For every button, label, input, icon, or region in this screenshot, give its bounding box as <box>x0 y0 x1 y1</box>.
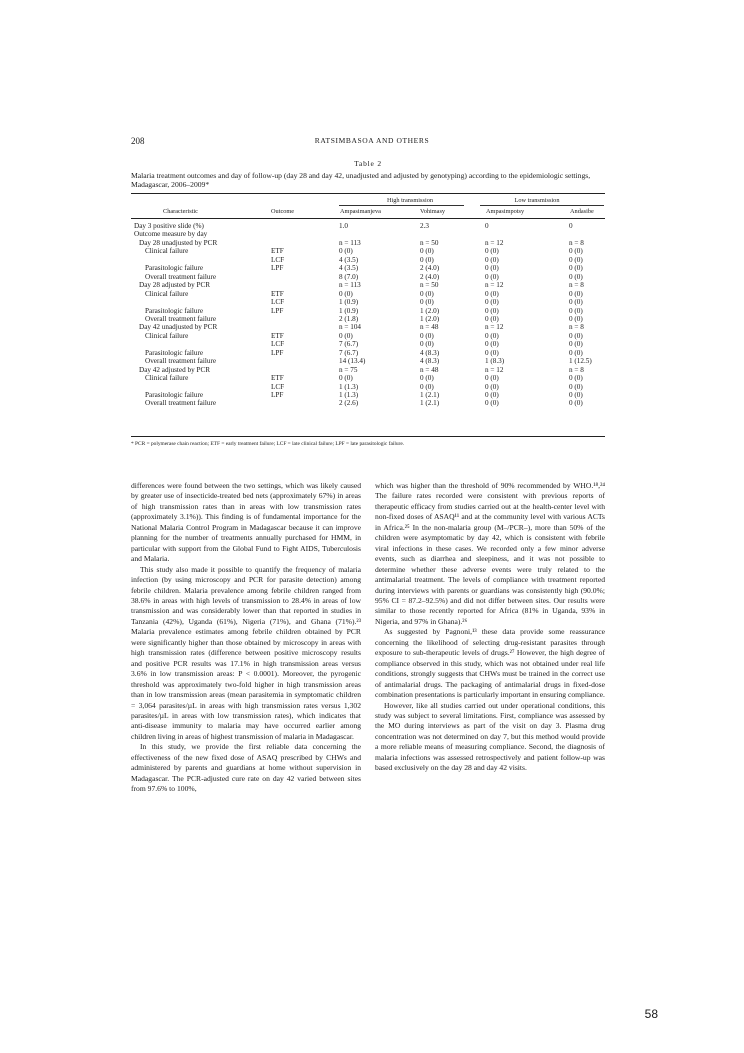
cell-outcome: LCF <box>271 298 285 307</box>
cell-outcome: LPF <box>271 391 284 399</box>
cell-andasibe: 0 (0) <box>569 272 583 281</box>
cell-outcome: ETF <box>271 331 284 340</box>
cell-ampasimanjeva: 0 (0) <box>339 247 353 256</box>
cell-vohimasy: 0 (0) <box>420 255 434 264</box>
sheet-number: 58 <box>644 1007 658 1021</box>
table-row <box>131 256 605 264</box>
cell-ampasimanjeva: 4 (3.5) <box>339 255 359 264</box>
cell-vohimasy: 0 (0) <box>420 340 434 349</box>
cell-vohimasy: 2 (4.0) <box>420 264 440 273</box>
cell-ampasimpotsy: 0 (0) <box>485 306 499 315</box>
col-header-outcome: Outcome <box>271 208 295 215</box>
cell-vohimasy: 2.3 <box>420 222 429 230</box>
cell-andasibe: 0 <box>569 222 573 230</box>
cell-ampasimpotsy: 0 (0) <box>485 399 499 408</box>
cell-characteristic: Overall treatment failure <box>145 399 217 408</box>
cell-characteristic: Parasitologic failure <box>145 348 204 357</box>
table-row <box>131 298 605 306</box>
cell-andasibe: 0 (0) <box>569 399 583 408</box>
table-row <box>131 307 605 315</box>
table-row <box>131 247 605 255</box>
cell-ampasimpotsy: 0 (0) <box>485 298 499 307</box>
cell-ampasimanjeva: n = 75 <box>339 365 358 374</box>
cell-outcome: ETF <box>271 374 284 383</box>
cell-characteristic: Overall treatment failure <box>145 357 217 366</box>
body-paragraph: differences were found between the two settings, which was likely caused by greater use of insecticide-treated bed nets (approximately 67%) in areas of high transmission rates than in areas with low transmission rates (approximately 3.1%)). This finding is of fundamental importance for the National Malaria Control Program in Madagascar because it can improve planning for the number of treatments annually purchased for HMM, in particular with support from the Global Fund to Fight AIDS, Tuberculosis and Malaria. <box>131 481 361 564</box>
table-row <box>131 383 605 391</box>
cell-ampasimpotsy: 0 (0) <box>485 382 499 391</box>
table-row <box>131 332 605 340</box>
cell-characteristic: Clinical failure <box>145 331 189 340</box>
cell-ampasimanjeva: 1 (0.9) <box>339 298 359 307</box>
cell-ampasimpotsy: 0 (0) <box>485 272 499 281</box>
cell-ampasimpotsy: 0 (0) <box>485 391 499 399</box>
running-title: RATSIMBASOA AND OTHERS <box>314 136 430 145</box>
cell-andasibe: n = 8 <box>569 238 584 247</box>
table-row <box>131 264 605 272</box>
cell-ampasimpotsy: 0 (0) <box>485 340 499 349</box>
cell-ampasimanjeva: 2 (2.6) <box>339 399 359 408</box>
cell-ampasimanjeva: 0 (0) <box>339 331 353 340</box>
cell-ampasimpotsy: 0 (0) <box>485 374 499 383</box>
table-title: Malaria treatment outcomes and day of follow-up (day 28 and day 42, unadjusted and adjusted by genotyping) according to the epidemiologic settings, Madagascar, 2006–2009* <box>131 171 591 189</box>
cell-andasibe: 0 (0) <box>569 306 583 315</box>
cell-ampasimpotsy: 1 (8.3) <box>485 357 505 366</box>
cell-outcome: LCF <box>271 382 285 391</box>
cell-vohimasy: n = 50 <box>420 238 439 247</box>
group-underline-low <box>480 205 604 206</box>
cell-vohimasy: 0 (0) <box>420 374 434 383</box>
cell-ampasimpotsy: n = 12 <box>485 281 504 290</box>
cell-andasibe: 0 (0) <box>569 247 583 256</box>
cell-ampasimpotsy: n = 12 <box>485 365 504 374</box>
table-row <box>131 239 605 247</box>
cell-vohimasy: 0 (0) <box>420 289 434 298</box>
cell-ampasimpotsy: 0 (0) <box>485 348 499 357</box>
body-paragraph: As suggested by Pagnoni,¹³ these data provide some reassurance concerning the likelihood of selecting drug-resistant parasites through exposure to sub-therapeutic levels of drugs.²⁷ However, the high degree of compliance observed in this study, which was not obtained under real life conditions, strongly suggests that CHWs must be trained in the correct use of antimalarial drugs. The packaging of antimalarial drugs in fixed-dose combination presentations is particularly important in ensuring compliance. <box>375 627 605 700</box>
table-row <box>131 391 605 399</box>
col-header-andasibe: Andasibe <box>570 208 594 215</box>
cell-characteristic: Day 28 adjusted by PCR <box>139 281 211 290</box>
table-row <box>131 273 605 281</box>
cell-andasibe: 0 (0) <box>569 255 583 264</box>
cell-outcome: ETF <box>271 247 284 256</box>
cell-ampasimanjeva: 1 (1.3) <box>339 391 359 399</box>
cell-ampasimpotsy: 0 (0) <box>485 264 499 273</box>
body-column-right <box>375 481 605 774</box>
table-row <box>131 357 605 365</box>
table-row <box>131 340 605 348</box>
table-row <box>131 230 605 238</box>
cell-ampasimpotsy: 0 (0) <box>485 247 499 256</box>
cell-andasibe: 0 (0) <box>569 314 583 323</box>
cell-andasibe: 0 (0) <box>569 348 583 357</box>
cell-outcome: LPF <box>271 264 284 273</box>
cell-andasibe: n = 8 <box>569 281 584 290</box>
cell-ampasimpotsy: n = 12 <box>485 323 504 332</box>
cell-characteristic: Day 42 unadjusted by PCR <box>139 323 218 332</box>
group-header-high: High transmission <box>386 197 433 204</box>
cell-outcome: ETF <box>271 289 284 298</box>
table-bottom-rule <box>131 436 605 437</box>
table-header-rule <box>131 218 605 219</box>
table-row <box>131 222 605 230</box>
table-top-rule <box>131 193 605 194</box>
cell-ampasimanjeva: 7 (6.7) <box>339 340 359 349</box>
cell-vohimasy: 0 (0) <box>420 382 434 391</box>
cell-andasibe: 0 (0) <box>569 331 583 340</box>
cell-vohimasy: n = 48 <box>420 365 439 374</box>
cell-outcome: LCF <box>271 255 285 264</box>
cell-outcome: LPF <box>271 348 284 357</box>
cell-vohimasy: n = 50 <box>420 281 439 290</box>
table-row <box>131 290 605 298</box>
cell-outcome: LPF <box>271 306 284 315</box>
cell-ampasimpotsy: 0 (0) <box>485 255 499 264</box>
cell-vohimasy: 1 (2.0) <box>420 306 440 315</box>
cell-characteristic: Day 3 positive slide (%) <box>134 222 204 230</box>
cell-vohimasy: 2 (4.0) <box>420 272 440 281</box>
cell-andasibe: 0 (0) <box>569 391 583 399</box>
cell-ampasimanjeva: 2 (1.8) <box>339 314 359 323</box>
cell-ampasimanjeva: 1 (1.3) <box>339 382 359 391</box>
cell-characteristic: Day 42 adjusted by PCR <box>139 365 211 374</box>
cell-vohimasy: 4 (8.3) <box>420 348 440 357</box>
cell-ampasimanjeva: 0 (0) <box>339 289 353 298</box>
cell-ampasimpotsy: 0 (0) <box>485 331 499 340</box>
col-header-characteristic: Characteristic <box>163 208 198 215</box>
cell-characteristic: Parasitologic failure <box>145 391 204 399</box>
cell-andasibe: 0 (0) <box>569 298 583 307</box>
cell-andasibe: 0 (0) <box>569 374 583 383</box>
cell-ampasimanjeva: n = 104 <box>339 323 362 332</box>
cell-ampasimanjeva: n = 113 <box>339 281 361 290</box>
cell-ampasimanjeva: 4 (3.5) <box>339 264 359 273</box>
table-row <box>131 323 605 331</box>
table-row <box>131 349 605 357</box>
cell-vohimasy: 1 (2.1) <box>420 391 440 399</box>
cell-characteristic: Clinical failure <box>145 374 189 383</box>
cell-vohimasy: 0 (0) <box>420 247 434 256</box>
cell-andasibe: 0 (0) <box>569 340 583 349</box>
cell-ampasimpotsy: 0 (0) <box>485 314 499 323</box>
table-row <box>131 366 605 374</box>
cell-vohimasy: 1 (2.0) <box>420 314 440 323</box>
cell-ampasimpotsy: 0 <box>485 222 489 230</box>
cell-andasibe: 0 (0) <box>569 264 583 273</box>
body-paragraph: which was higher than the threshold of 90% recommended by WHO.¹⁸,²⁴ The failure rates recorded were consistent with previous reports of therapeutic efficacy from studies carried out at the health-center level with non-fixed doses of ASAQ¹¹ and at the community level with various ACTs in Africa.²⁵ In the non-malaria group (M–/PCR–), more than 50% of the children were asymptomatic by day 42, which is consistent with febrile viral infections in these cases. We recorded only a few minor adverse events, such as diarrhea and sleepiness, and it was not possible to determine whether these adverse events were truly related to the antimalarial treatment. The levels of compliance with treatment reported during interviews with parents or guardians was consistently high (90.0%; 95% CI = 87.2–92.5%) and did not differ between sites. Our results were similar to those recently reported for Africa (81% in Uganda, 93% in Nigeria, and 97% in Ghana).²⁶ <box>375 481 605 626</box>
cell-andasibe: 1 (12.5) <box>569 357 592 366</box>
group-header-low: Low transmission <box>514 197 560 204</box>
cell-characteristic: Clinical failure <box>145 289 189 298</box>
table-row <box>131 281 605 289</box>
group-underline-high <box>339 205 464 206</box>
table-row <box>131 315 605 323</box>
cell-vohimasy: n = 48 <box>420 323 439 332</box>
table-footnote: * PCR = polymerase chain reaction; ETF = early treatment failure; LCF = late clinical failure; LPF = late parasitologic failure. <box>131 441 405 447</box>
body-paragraph: This study also made it possible to quantify the frequency of malaria infection (by using microscopy and PCR for parasite detection) among febrile children. Malaria prevalence among febrile children ranged from 38.6% in areas with high levels of transmission to 28.4% in areas of low transmission and was considerably lower than that reported in studies in Tanzania (42%), Uganda (61%), Nigeria (71%), and Ghana (71%).²³ Malaria prevalence estimates among febrile children obtained by PCR were significantly higher than those obtained by microscopy in areas with high transmission rates (difference between positive microscopy results and positive PCR results was 17.1% in high transmission areas versus 3.6% in low transmission areas: P < 0.0001). Moreover, the pyrogenic threshold was approximately two-fold higher in high transmission areas than in low transmission areas (mean parasitemia in symptomatic children = 3,064 parasites/µL in areas with high transmission rates versus 1,302 parasites/µL in areas with low transmission rates), which indicates that anti-disease immunity to malaria may have occurred earlier among children living in areas of highest transmission of malaria in Madagascar. <box>131 564 361 741</box>
body-paragraph: In this study, we provide the first reliable data concerning the effectiveness of the new fixed dose of ASAQ prescribed by CHWs and administered by parents and guardians at home without supervision in Madagascar. The PCR-adjusted cure rate on day 42 varied between sites from 97.6% to 100%, <box>131 742 361 794</box>
cell-vohimasy: 4 (8.3) <box>420 357 440 366</box>
cell-vohimasy: 0 (0) <box>420 331 434 340</box>
cell-andasibe: 0 (0) <box>569 289 583 298</box>
cell-andasibe: 0 (0) <box>569 382 583 391</box>
cell-vohimasy: 0 (0) <box>420 298 434 307</box>
cell-ampasimpotsy: 0 (0) <box>485 289 499 298</box>
cell-characteristic: Overall treatment failure <box>145 314 217 323</box>
cell-ampasimpotsy: n = 12 <box>485 238 504 247</box>
cell-ampasimanjeva: 8 (7.0) <box>339 272 359 281</box>
cell-characteristic: Outcome measure by day <box>134 230 208 239</box>
cell-vohimasy: 1 (2.1) <box>420 399 440 408</box>
cell-ampasimanjeva: n = 113 <box>339 238 361 247</box>
page-number: 208 <box>131 136 145 146</box>
table-label: Table 2 <box>354 159 382 168</box>
body-column-left <box>131 481 361 795</box>
cell-andasibe: n = 8 <box>569 323 584 332</box>
col-header-ampasimanjeva: Ampasimanjeva <box>340 208 381 215</box>
cell-ampasimanjeva: 14 (13.4) <box>339 357 366 366</box>
col-header-vohimasy: Vohimasy <box>420 208 446 215</box>
cell-ampasimanjeva: 1 (0.9) <box>339 306 359 315</box>
cell-outcome: LCF <box>271 340 285 349</box>
cell-characteristic: Parasitologic failure <box>145 264 204 273</box>
table-row <box>131 399 605 407</box>
cell-characteristic: Parasitologic failure <box>145 306 204 315</box>
body-paragraph: However, like all studies carried out under operational conditions, this study was subject to several limitations. First, compliance was assessed by the MO during interviews as part of the visit on day 3. Plasma drug concentration was not determined on day 7, but this method would provide a more reliable means of measuring compliance. Second, the diagnosis of malaria infections was assessed retrospectively and patient follow-up was based exclusively on the day 28 and day 42 visits. <box>375 700 605 773</box>
cell-andasibe: n = 8 <box>569 365 584 374</box>
col-header-ampasimpotsy: Ampasimpotsy <box>486 208 525 215</box>
cell-characteristic: Overall treatment failure <box>145 272 217 281</box>
cell-ampasimanjeva: 0 (0) <box>339 374 353 383</box>
cell-characteristic: Clinical failure <box>145 247 189 256</box>
table-row <box>131 374 605 382</box>
cell-ampasimanjeva: 1.0 <box>339 222 348 230</box>
cell-ampasimanjeva: 7 (6.7) <box>339 348 359 357</box>
cell-characteristic: Day 28 unadjusted by PCR <box>139 238 218 247</box>
